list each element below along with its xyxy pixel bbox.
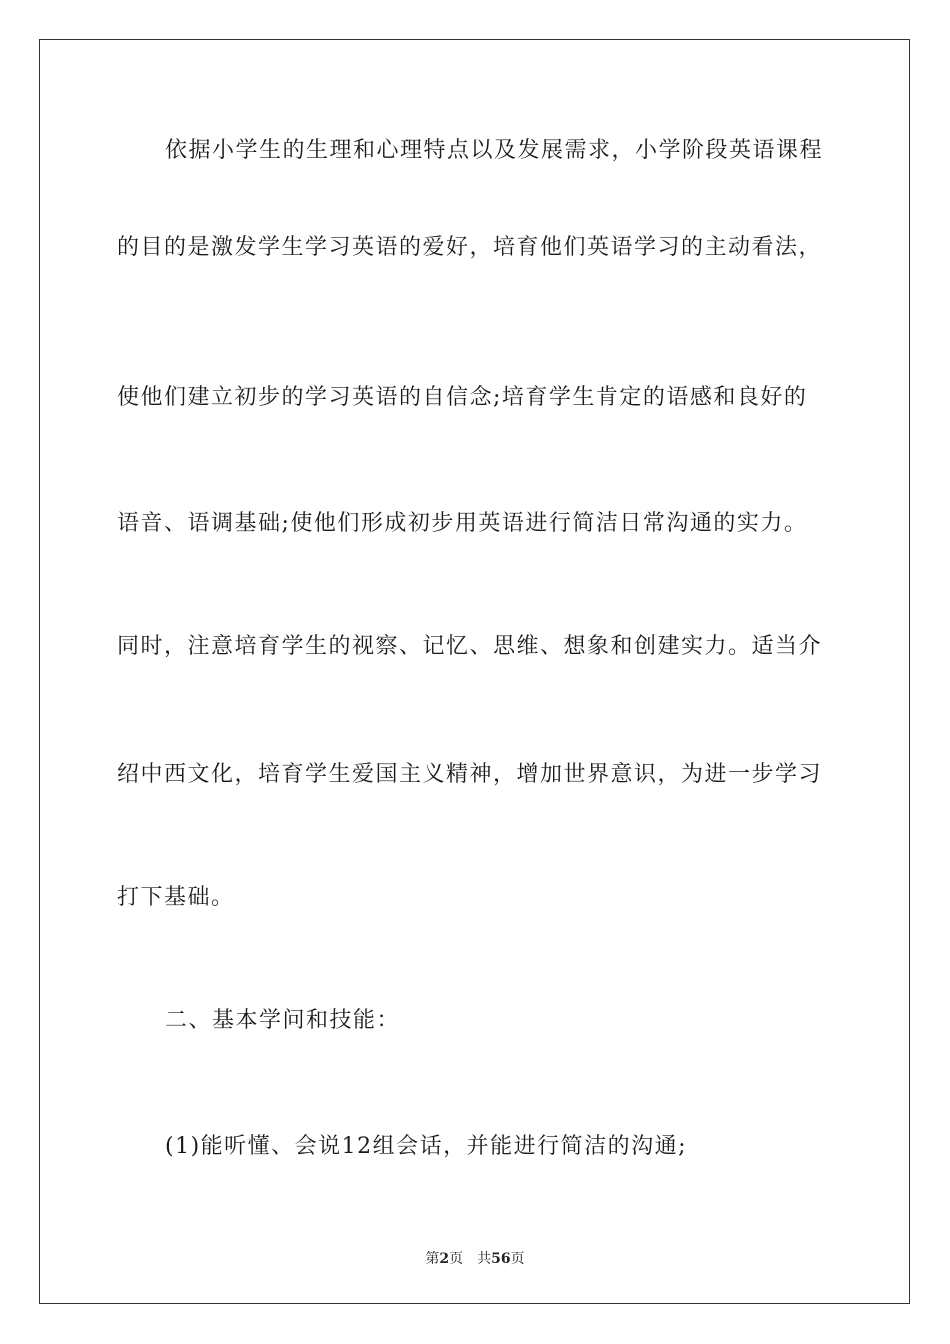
page-number: 2 (439, 1251, 450, 1267)
section-heading: 二、基本学问和技能： (165, 1008, 401, 1033)
paragraph-line: 语音、语调基础;使他们形成初步用英语进行简洁日常沟通的实力。 (117, 511, 808, 536)
page-prefix: 第 (425, 1251, 440, 1267)
paragraph-line: 同时，注意培育学生的视察、记忆、思维、想象和创建实力。适当介 (117, 634, 823, 659)
paragraph-line: 绍中西文化，培育学生爱国主义精神，增加世界意识，为进一步学习 (117, 762, 823, 787)
total-prefix: 共 (477, 1251, 492, 1267)
page-footer (0, 1248, 950, 1268)
total-pages: 56 (491, 1251, 511, 1267)
page-border (39, 39, 910, 1304)
paragraph-line: 使他们建立初步的学习英语的自信念;培育学生肯定的语感和良好的 (117, 385, 808, 410)
paragraph-line: 打下基础。 (117, 885, 235, 910)
page-suffix: 页 (449, 1251, 464, 1267)
total-suffix: 页 (510, 1251, 525, 1267)
list-item: (1)能听懂、会说12组会话，并能进行简洁的沟通; (165, 1134, 688, 1159)
paragraph-line: 的目的是激发学生学习英语的爱好，培育他们英语学习的主动看法， (117, 235, 823, 260)
paragraph-line: 依据小学生的生理和心理特点以及发展需求，小学阶段英语课程 (165, 138, 824, 163)
